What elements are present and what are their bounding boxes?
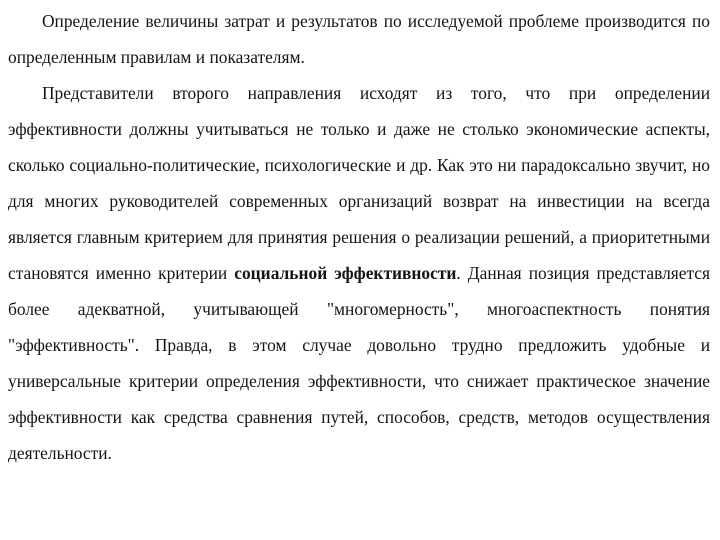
paragraph-2	[8, 75, 710, 471]
paragraph-1: Определение величины затрат и результатов по исследуемой проблеме производится по определенным правилам и показателям.	[8, 11, 710, 67]
paragraph-2-text-end: . Данная позиция представляется более адекватной, учитывающей "многомерность", многоаспектность понятия "эффективность". Правда, в этом случае довольно трудно предложить удобные и универсальные критерии определения эффективности, что снижает практическое значение эффективности как средства сравнения путей, способов, средств, методов осуществления деятельности.	[8, 263, 710, 463]
bold-term-social-efficiency: социальной эффективности	[234, 263, 457, 283]
paragraph-2-text-start: Представители второго направления исходят из того, что при определении эффективности должны учитываться не только и даже не столько экономические аспекты, сколько социально-политические, психологические и др. Как это ни парадоксально звучит, но для многих руководителей современных организаций возврат на инвестиции на всегда является главным критерием для принятия решения о реализации решений, а приоритетными становятся именно критерии	[8, 83, 710, 283]
